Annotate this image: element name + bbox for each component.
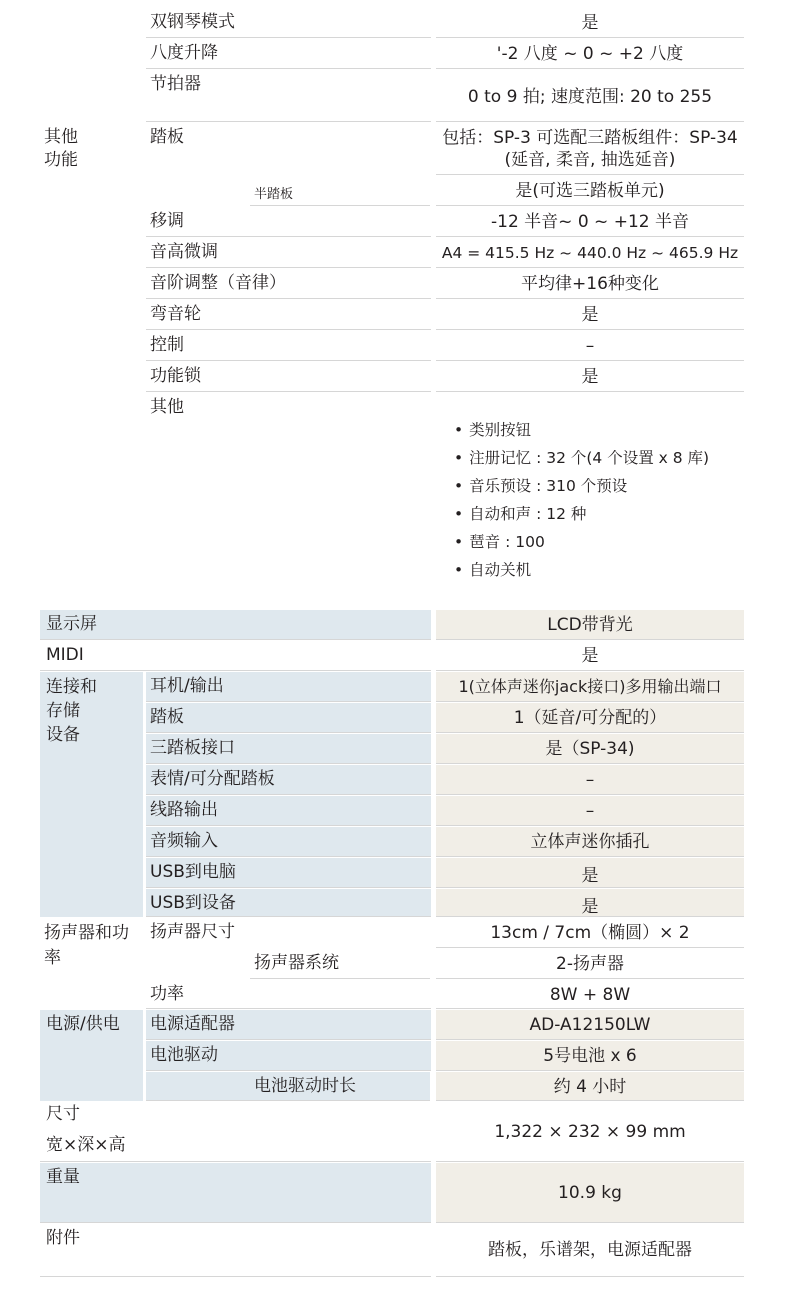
group-label: 其他 功能 (44, 127, 78, 170)
spec-row (0, 980, 790, 1009)
spec-row (0, 918, 790, 948)
spec-value: 是 (436, 300, 744, 330)
spec-value: – (436, 796, 744, 826)
list-item: • 注册记忆 : 32 个(4 个设置 x 8 库) (454, 444, 744, 472)
spec-label: 控制 (146, 331, 431, 361)
group-label: 连接和 存储 设备 (40, 672, 143, 917)
spec-value: 是 (436, 889, 744, 917)
spec-label: 耳机/输出 (146, 672, 431, 702)
spec-value: – (436, 331, 744, 361)
spec-value: 13cm / 7cm（椭圆）× 2 (436, 918, 744, 948)
spec-label: 移调 (146, 207, 431, 237)
spec-label: 节拍器 (146, 70, 431, 122)
spec-value: 是 (436, 641, 744, 671)
spec-row (0, 238, 790, 268)
spec-label: 电池驱动 (146, 1041, 431, 1071)
list-item: • 琶音 : 100 (454, 528, 744, 556)
spec-label: 线路输出 (146, 796, 431, 826)
spec-label: 三踏板接口 (146, 734, 431, 764)
spec-label: 双钢琴模式 (146, 8, 431, 38)
spec-label: 尺寸 (46, 1104, 80, 1124)
spec-value: 是 (436, 362, 744, 392)
spec-label: 表情/可分配踏板 (146, 765, 431, 795)
list-item: • 类别按钮 (454, 416, 744, 444)
spec-sublabel: 宽×深×高 (46, 1135, 126, 1155)
list-item: • 自动和声 : 12 种 (454, 500, 744, 528)
spec-value: 踏板，乐谱架，电源适配器 (436, 1224, 744, 1277)
spec-row (0, 889, 790, 917)
spec-value: '-2 八度 ~ 0 ~ +2 八度 (436, 39, 744, 69)
label-spacer (146, 1072, 250, 1101)
spec-label: 八度升降 (146, 39, 431, 69)
spec-value: 1,322 × 232 × 99 mm (436, 1102, 744, 1162)
spec-value: 8W + 8W (436, 980, 744, 1009)
spec-value: 1（延音/可分配的） (436, 703, 744, 733)
spec-row (0, 331, 790, 361)
group-label: 电源/供电 (40, 1010, 143, 1101)
spec-row (0, 207, 790, 237)
spec-row (0, 123, 790, 175)
spec-value: 0 to 9 拍; 速度范围: 20 to 255 (436, 70, 744, 122)
spec-value: LCD带背光 (436, 610, 744, 640)
spec-label: USB到设备 (146, 889, 431, 917)
spec-value: 是(可选三踏板单元) (436, 176, 744, 206)
spec-label: 扬声器尺寸 (150, 922, 235, 942)
list-item: • 音乐预设 : 310 个预设 (454, 472, 744, 500)
spec-label: 功率 (146, 980, 431, 1009)
spec-row (0, 70, 790, 122)
spec-value: 平均律+16种变化 (436, 269, 744, 299)
spec-label: 弯音轮 (146, 300, 431, 330)
spec-value: 是 (436, 8, 744, 38)
spec-row (0, 672, 790, 702)
spec-row (0, 1163, 790, 1223)
spec-row (0, 703, 790, 733)
spec-sublabel: 半踏板 (250, 176, 430, 206)
spec-row (0, 1041, 790, 1071)
spec-row (0, 269, 790, 299)
spec-label: 附件 (40, 1224, 431, 1277)
spec-row (0, 1102, 790, 1162)
spec-row (0, 362, 790, 392)
spec-row (0, 300, 790, 330)
spec-label: 踏板 (150, 127, 184, 147)
spec-label: 电源适配器 (146, 1010, 431, 1040)
spec-row (0, 1072, 790, 1101)
group-label: 扬声器和功 率 (44, 923, 129, 968)
spec-sublabel: 扬声器系统 (250, 949, 430, 979)
spec-value: – (436, 765, 744, 795)
spec-row (0, 39, 790, 69)
spec-row (0, 1010, 790, 1040)
spec-row (0, 8, 790, 38)
spec-value: 包括：SP-3 可选配三踏板组件：SP-34 (延音, 柔音, 抽选延音) (436, 123, 744, 175)
spec-value: 立体声迷你插孔 (436, 827, 744, 857)
spec-value: -12 半音~ 0 ~ +12 半音 (436, 207, 744, 237)
spec-label: 音频输入 (146, 827, 431, 857)
spec-label: 其他 (150, 397, 184, 417)
spec-value: 是（SP-34) (436, 734, 744, 764)
spec-label: 重量 (40, 1163, 431, 1223)
spec-value: 2-扬声器 (436, 949, 744, 979)
list-item: • 自动关机 (454, 556, 744, 584)
spec-value: 1(立体声迷你jack接口)多用输出端口 (436, 672, 744, 702)
spec-row (0, 1224, 790, 1277)
spec-label: 音阶调整（音律） (146, 269, 431, 299)
other-features-list (454, 416, 744, 584)
spec-row (0, 858, 790, 888)
spec-label: 功能锁 (146, 362, 431, 392)
spec-value: AD-A12150LW (436, 1010, 744, 1040)
label-cell (40, 1102, 431, 1162)
spec-value: 10.9 kg (436, 1163, 744, 1223)
spec-row (0, 796, 790, 826)
spec-label: USB到电脑 (146, 858, 431, 888)
spec-label: 踏板 (146, 703, 431, 733)
spec-row (0, 765, 790, 795)
spec-label: 音高微调 (146, 238, 431, 268)
spec-label: 显示屏 (40, 610, 431, 640)
spec-value: 约 4 小时 (436, 1072, 744, 1101)
spec-value: 是 (436, 858, 744, 888)
spec-value: 5号电池 x 6 (436, 1041, 744, 1071)
spec-row (0, 176, 790, 206)
spec-sublabel: 电池驱动时长 (250, 1072, 430, 1101)
spec-row (0, 641, 790, 671)
spec-row (0, 734, 790, 764)
spec-row (0, 949, 790, 979)
spec-row (0, 610, 790, 640)
spec-label: MIDI (40, 641, 431, 671)
spec-value: A4 = 415.5 Hz ~ 440.0 Hz ~ 465.9 Hz (436, 238, 744, 268)
spec-row (0, 827, 790, 857)
